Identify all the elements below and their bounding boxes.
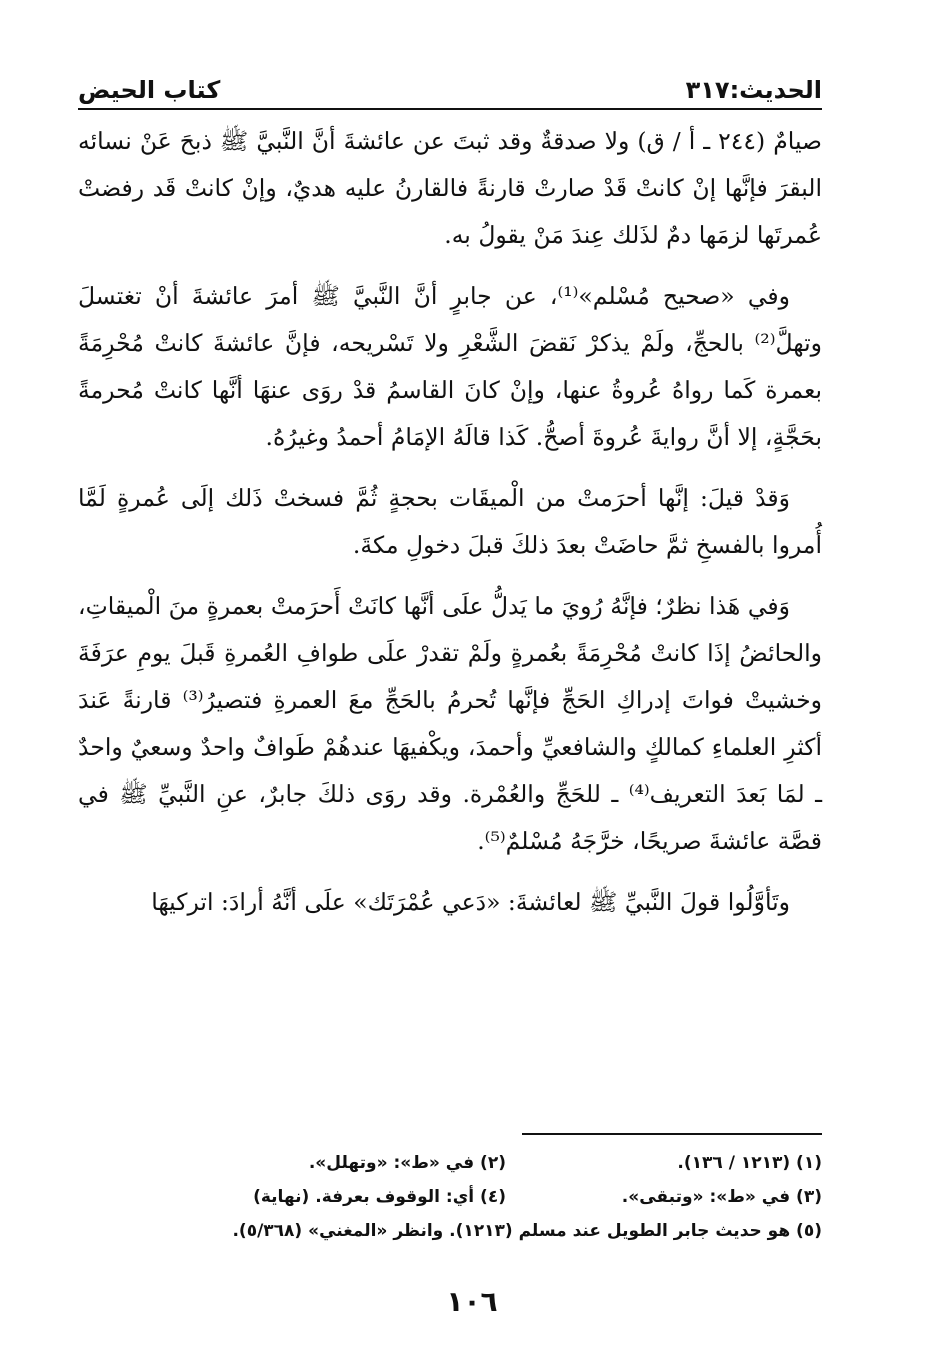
footnote-row xyxy=(190,1180,822,1214)
page-number: ١٠٦ xyxy=(446,1285,498,1318)
footnote-5: (٥) هو حديث جابر الطويل عند مسلم (١٢١٣). وانظر «المغني» (٥/٣٦٨). xyxy=(232,1221,822,1241)
footnotes xyxy=(190,1146,822,1248)
footnote-2: (٢) في «ط»: «وتهلل». xyxy=(308,1153,506,1173)
paragraph-3: وَقدْ قيلَ: إنَّها أحرَمتْ من الْميقَات بحجةٍ ثُمَّ فسختْ ذَلك إلَى عُمرةٍ لَمَّا أُمروا بالفسخِ ثمَّ حاضَتْ بعدَ ذلكَ قبلَ دخولِ مكةَ. xyxy=(78,484,822,559)
footnote-row xyxy=(190,1214,822,1248)
paragraph-4: وَفي هَذا نظرٌ؛ فإنَّهُ رُويَ ما يَدلُّ علَى أنَّها كانَتْ أَحرَمتْ بعمرةٍ منَ الْميقاتِ، والحائضُ إذَا كانتْ مُحْرِمَةً بعُمرةٍ ولَمْ تقدرْ علَى طوافِ العُمرةِ قَبلَ يومِ عرَفَةَ وخشيتْ فواتَ إدراكِ الحَجِّ فإنَّها تُحرمُ بالحَجِّ معَ العمرةِ فتصيرُ⁽³⁾ قارنةً عَندَ أكثرِ العلماءِ كمالكٍ والشافعيِّ وأحمدَ، ويكْفيهَا عندهُمْ طَوافٌ واحدٌ وسعيٌ واحدٌ ـ لمَا بَعدَ التعريف⁽⁴⁾ ـ للحَجِّ والعُمْرة. وقد روَى ذلكَ جابرٌ، عنِ النَّبيِّ ﷺ في قصَّة عائشةَ صريحًا، خرَّجَهُ مُسْلمٌ⁽⁵⁾. xyxy=(78,592,823,855)
paragraph-2: وفي «صحيح مُسْلم»⁽¹⁾، عن جابرٍ أنَّ النَّبيَّ ﷺ أمرَ عائشةَ أنْ تغتسلَ وتهلَّ⁽²⁾ بالحجِّ، ولَمْ يذكرْ نَقضَ الشَّعْرِ ولا تَسْريحه، فإنَّ عائشةَ كانتْ مُحْرِمَةً بعمرة كَما رواهُ عُروةُ عنها، وإنْ كانَ القاسمُ قدْ روَى عنهَا أنَّها كانتْ مُحرمةً بحَجَّةٍ، إلا أنَّ روايةَ عُروةَ أصحُّ. كَذا قالَهُ الإمَامُ أحمدُ وغيرُهُ. xyxy=(78,282,822,451)
running-header xyxy=(78,66,822,104)
footnote-3: (٣) في «ط»: «وتبقى». xyxy=(621,1187,822,1207)
paragraph-5: وتَأوَّلُوا قولَ النَّبيِّ ﷺ لعائشةَ: «دَعي عُمْرَتَك» علَى أنَّهُ أرادَ: اتركيهَا xyxy=(151,888,790,916)
hadith-number: الحديث:٣١٧ xyxy=(685,76,822,104)
book-title: كتاب الحيض xyxy=(78,76,221,104)
main-text xyxy=(78,118,822,940)
footnote-1: (١) (١٢١٣ / ١٣٦). xyxy=(677,1153,822,1173)
footnote-divider xyxy=(522,1133,822,1135)
paragraph-1: صيامٌ (٢٤٤ ـ أ / ق) ولا صدقةٌ وقد ثبتَ عن عائشةَ أنَّ النَّبيَّ ﷺ ذبحَ عَنْ نسائه البقرَ فإنَّها إنْ كانتْ قَدْ صارتْ قارنةً فالقارنُ عليه هديٌ، وإنْ كانتْ قَد رفضتْ عُمرتَها لزمَها دمٌ لذَلك عِندَ مَنْ يقولُ به. xyxy=(78,127,822,249)
footnote-4: (٤) أي: الوقوف بعرفة. (نهاية) xyxy=(253,1187,506,1207)
footnote-row xyxy=(190,1146,822,1180)
header-divider xyxy=(78,108,822,110)
